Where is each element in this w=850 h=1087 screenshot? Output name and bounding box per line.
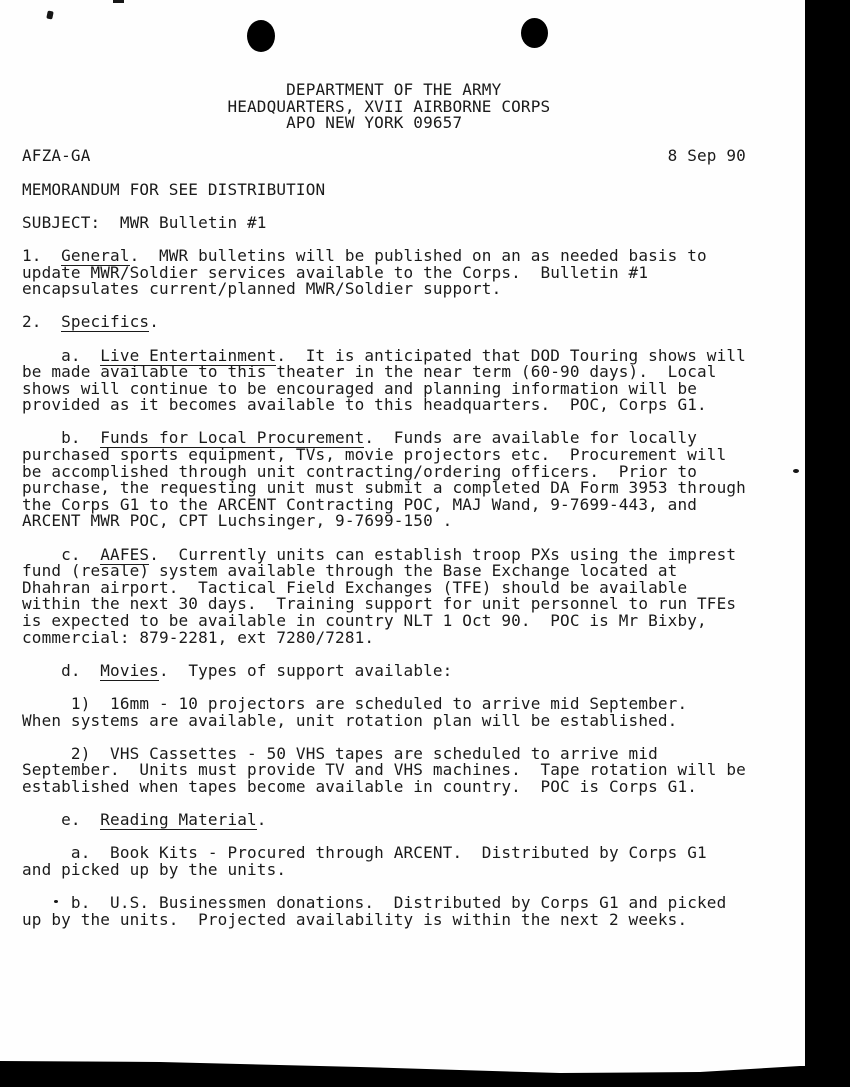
hole-punch-dot-right xyxy=(521,18,548,48)
text-segment: commercial: 879-2281, ext 7280/7281. xyxy=(22,627,375,647)
text-segment: update MWR/Soldier services available to the Corps. Bulletin #1 xyxy=(22,262,649,282)
document-line xyxy=(22,513,746,530)
document-line xyxy=(22,627,746,647)
text-segment: purchase, the requesting unit must submit a completed DA Form 3953 through xyxy=(22,478,746,498)
text-segment: d. xyxy=(22,660,101,680)
text-segment: encapsulates current/planned MWR/Soldier support. xyxy=(22,279,502,299)
text-segment: the Corps G1 to the ARCENT Contracting POC, MAJ Wand, 9-7699-443, and xyxy=(22,494,698,514)
document-line xyxy=(22,909,746,929)
document-line xyxy=(22,859,746,879)
document-line xyxy=(22,397,746,414)
text-segment: HEADQUARTERS, XVII AIRBORNE CORPS xyxy=(22,96,551,116)
text-segment: established when tapes become available in country. POC is Corps G1. xyxy=(22,776,698,796)
underlined-heading-text: General xyxy=(61,245,130,265)
underlined-heading-text: Specifics xyxy=(61,312,150,332)
text-segment: AFZA-GA 8 Sep 90 xyxy=(22,146,746,166)
text-segment: DEPARTMENT OF THE ARMY xyxy=(22,80,502,99)
text-segment: provided as it becomes available to this headquarters. POC, Corps G1. xyxy=(22,395,707,415)
text-segment: When systems are available, unit rotation plan will be established. xyxy=(22,710,678,730)
document-line xyxy=(22,812,746,829)
text-segment: MEMORANDUM FOR SEE DISTRIBUTION xyxy=(22,179,326,199)
document-line xyxy=(22,776,746,796)
text-segment: ARCENT MWR POC, CPT Luchsinger, 9-7699-150 . xyxy=(22,511,453,531)
text-segment: b. U.S. Businessmen donations. Distributed by Corps G1 and picked xyxy=(22,893,727,913)
text-segment: e. xyxy=(22,810,101,830)
right-scan-border xyxy=(805,0,850,1087)
scan-noise-speck xyxy=(46,10,54,19)
document-line xyxy=(22,314,746,331)
text-segment: . xyxy=(149,312,159,332)
text-segment: purchased sports equipment, TVs, movie projectors etc. Procurement will xyxy=(22,445,727,465)
text-segment: Dhahran airport. Tactical Field Exchanges (TFE) should be available xyxy=(22,577,688,597)
underlined-heading-text: Live Entertainment xyxy=(100,345,277,365)
text-segment: within the next 30 days. Training support for unit personnel to run TFEs xyxy=(22,594,737,614)
text-segment: . It is anticipated that DOD Touring shows will xyxy=(276,345,746,365)
memo-document xyxy=(22,82,746,928)
text-segment: shows will continue to be encouraged and planning information will be xyxy=(22,378,698,398)
text-segment: be accomplished through unit contracting/ordering officers. Prior to xyxy=(22,461,698,481)
text-segment: . MWR bulletins will be published on an as needed basis to xyxy=(129,245,707,265)
text-segment: 1. xyxy=(22,245,62,265)
text-segment: up by the units. Projected availability is within the next 2 weeks. xyxy=(22,909,688,929)
text-segment: . Types of support available: xyxy=(158,660,453,680)
scan-noise-speck xyxy=(793,469,799,473)
text-segment: c. xyxy=(22,544,101,564)
text-segment: a. Book Kits - Procured through ARCENT. Distributed by Corps G1 xyxy=(22,843,707,863)
document-line xyxy=(22,179,746,199)
hole-punch-dot-left xyxy=(247,20,275,52)
text-segment: and picked up by the units. xyxy=(22,859,287,879)
document-line xyxy=(22,660,746,680)
document-line xyxy=(22,212,746,232)
underlined-heading-text: Funds for Local Procurement xyxy=(100,428,365,448)
text-segment: September. Units must provide TV and VHS machines. Tape rotation will be xyxy=(22,760,746,780)
underlined-heading-text: AAFES xyxy=(100,544,150,564)
document-line xyxy=(22,281,746,298)
document-line xyxy=(22,710,746,730)
document-line xyxy=(22,148,746,165)
text-segment: . Funds are available for locally xyxy=(364,428,698,448)
text-segment: 2) VHS Cassettes - 50 VHS tapes are scheduled to arrive mid xyxy=(22,743,658,763)
underlined-heading-text: Movies xyxy=(100,660,159,680)
underlined-heading-text: Reading Material xyxy=(100,810,257,830)
text-segment: 2. xyxy=(22,312,62,332)
text-segment: APO NEW YORK 09657 xyxy=(22,113,463,133)
document-line xyxy=(22,115,746,132)
text-segment: SUBJECT: MWR Bulletin #1 xyxy=(22,212,267,232)
text-segment: . Currently units can establish troop PXs using the imprest xyxy=(149,544,737,564)
text-segment: b. xyxy=(22,428,101,448)
scan-noise-speck xyxy=(113,0,124,3)
text-segment: is expected to be available in country NLT 1 Oct 90. POC is Mr Bixby, xyxy=(22,611,707,630)
text-segment: a. xyxy=(22,345,101,365)
text-segment: 1) 16mm - 10 projectors are scheduled to arrive mid September. xyxy=(22,693,688,713)
text-segment: be made available to this theater in the near term (60-90 days). Local xyxy=(22,362,717,382)
bottom-scan-border xyxy=(0,1057,850,1087)
text-segment: . xyxy=(256,810,267,830)
text-segment: fund (resale) system available through the Base Exchange located at xyxy=(22,561,678,581)
